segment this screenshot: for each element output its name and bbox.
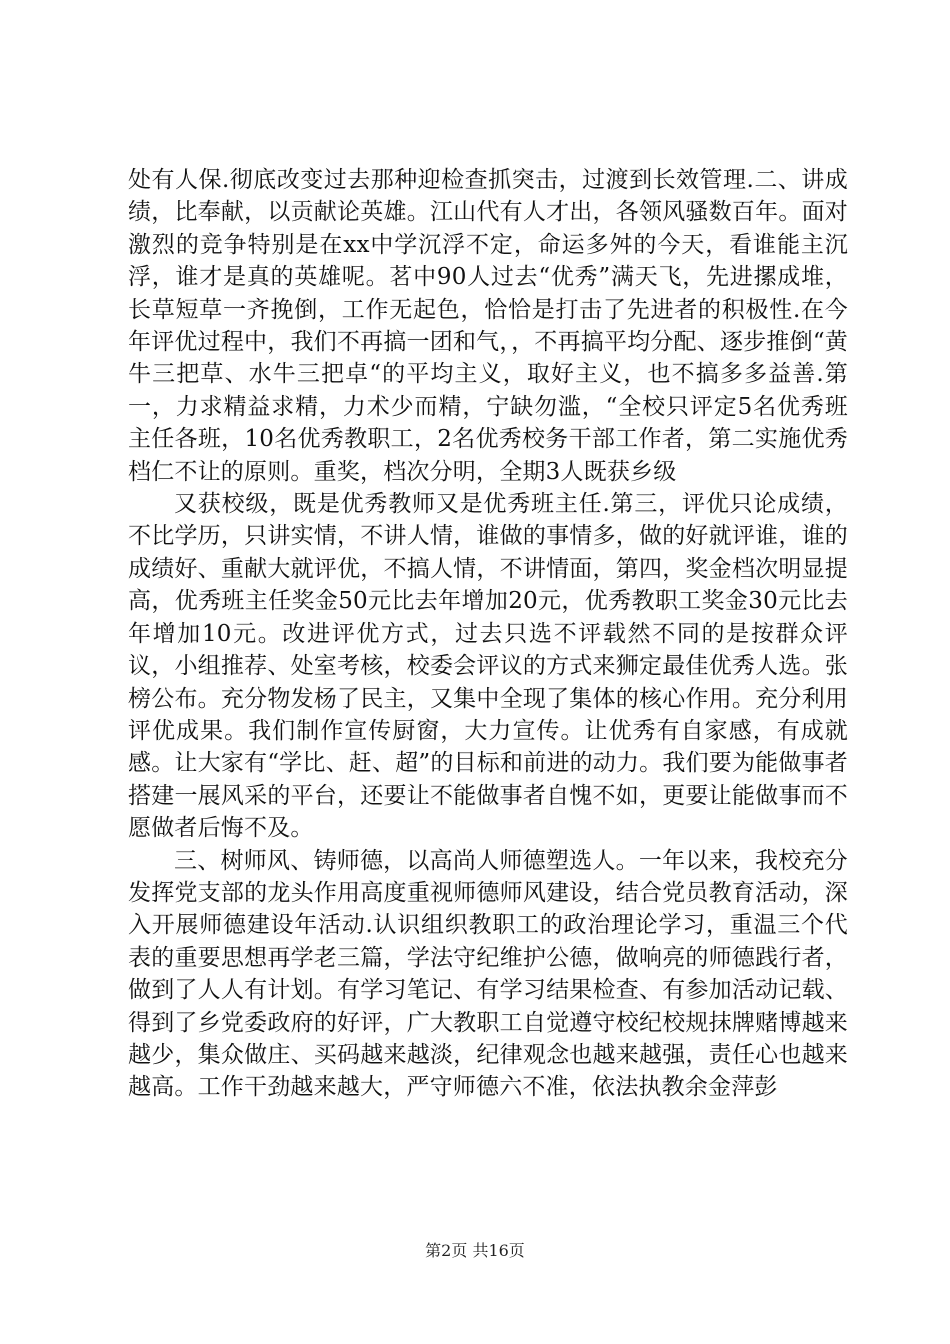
document-body: [128, 164, 848, 1104]
page-number-footer: 第2页 共16页: [425, 1241, 525, 1260]
paragraph-2: 又获校级，既是优秀教师又是优秀班主任.第三，评优只论成绩，不比学历，只讲实情，不讲人情，谁做的事情多，做的好就评谁，谁的成绩好、重献大就评优，不搞人情，不讲情面，第四，奖金档次明显提高，优秀班主任奖金50元比去年增加20元，优秀教职工奖金30元比去年增加10元。改进评优方式，过去只选不评载然不同的是按群众评议，小组推荐、处室考核，校委会评议的方式来狮定最佳优秀人选。张榜公布。充分物发杨了民主，又集中全现了集体的核心作用。充分利用评优成果。我们制作宣传厨窗，大力宣传。让优秀有自家感，有成就感。让大家有“学比、赶、超”的目标和前进的动力。我们要为能做事者搭建一展风采的平台，还要让不能做事者自愧不如，更要让能做事而不愿做者后悔不及。: [128, 491, 848, 842]
paragraph-1: 处有人保.彻底改变过去那种迎检查抓突击，过渡到长效管理.二、讲成绩，比奉献，以贡献论英雄。江山代有人才出，各领风骚数百年。面对激烈的竞争特别是在xx中学沉浮不定，命运多舛的今天，看谁能主沉浮，谁才是真的英雄呢。茗中90人过去“优秀”满天飞，先进摞成堆，长草短草一齐挽倒，工作无起色，恰恰是打击了先进者的积极性.在今年评优过程中，我们不再搞一团和气，，不再搞平均分配、逐步推倒“黄牛三把草、水牛三把卓“的平均主义，取好主义，也不搞多多益善.第一，力求精益求精，力术少而精，宁缺勿滥，“全校只评定5名优秀班主任各班，10名优秀教职工，2名优秀校务干部工作者，第二实施优秀档仁不让的原则。重奖，档次分明，全期3人既获乡级: [128, 167, 848, 485]
paragraph-3: 三、树师风、铸师德，以高尚人师德塑选人。一年以来，我校充分发挥党支部的龙头作用高度重视师德师风建设，结合党员教育活动，深入开展师德建设年活动.认识组织教职工的政治理论学习，重温三个代表的重要思想再学老三篇，学法守纪维护公德，做响亮的师德践行者，做到了人人有计划。有学习笔记、有学习结果检查、有参加活动记载、得到了乡党委政府的好评，广大教职工自觉遵守校纪校规抹牌赌博越来越少，集众做庄、买码越来越淡，纪律观念也越来越强，责任心也越来越高。工作干劲越来越大，严守师德六不准，依法执教余金萍彭: [128, 847, 848, 1101]
